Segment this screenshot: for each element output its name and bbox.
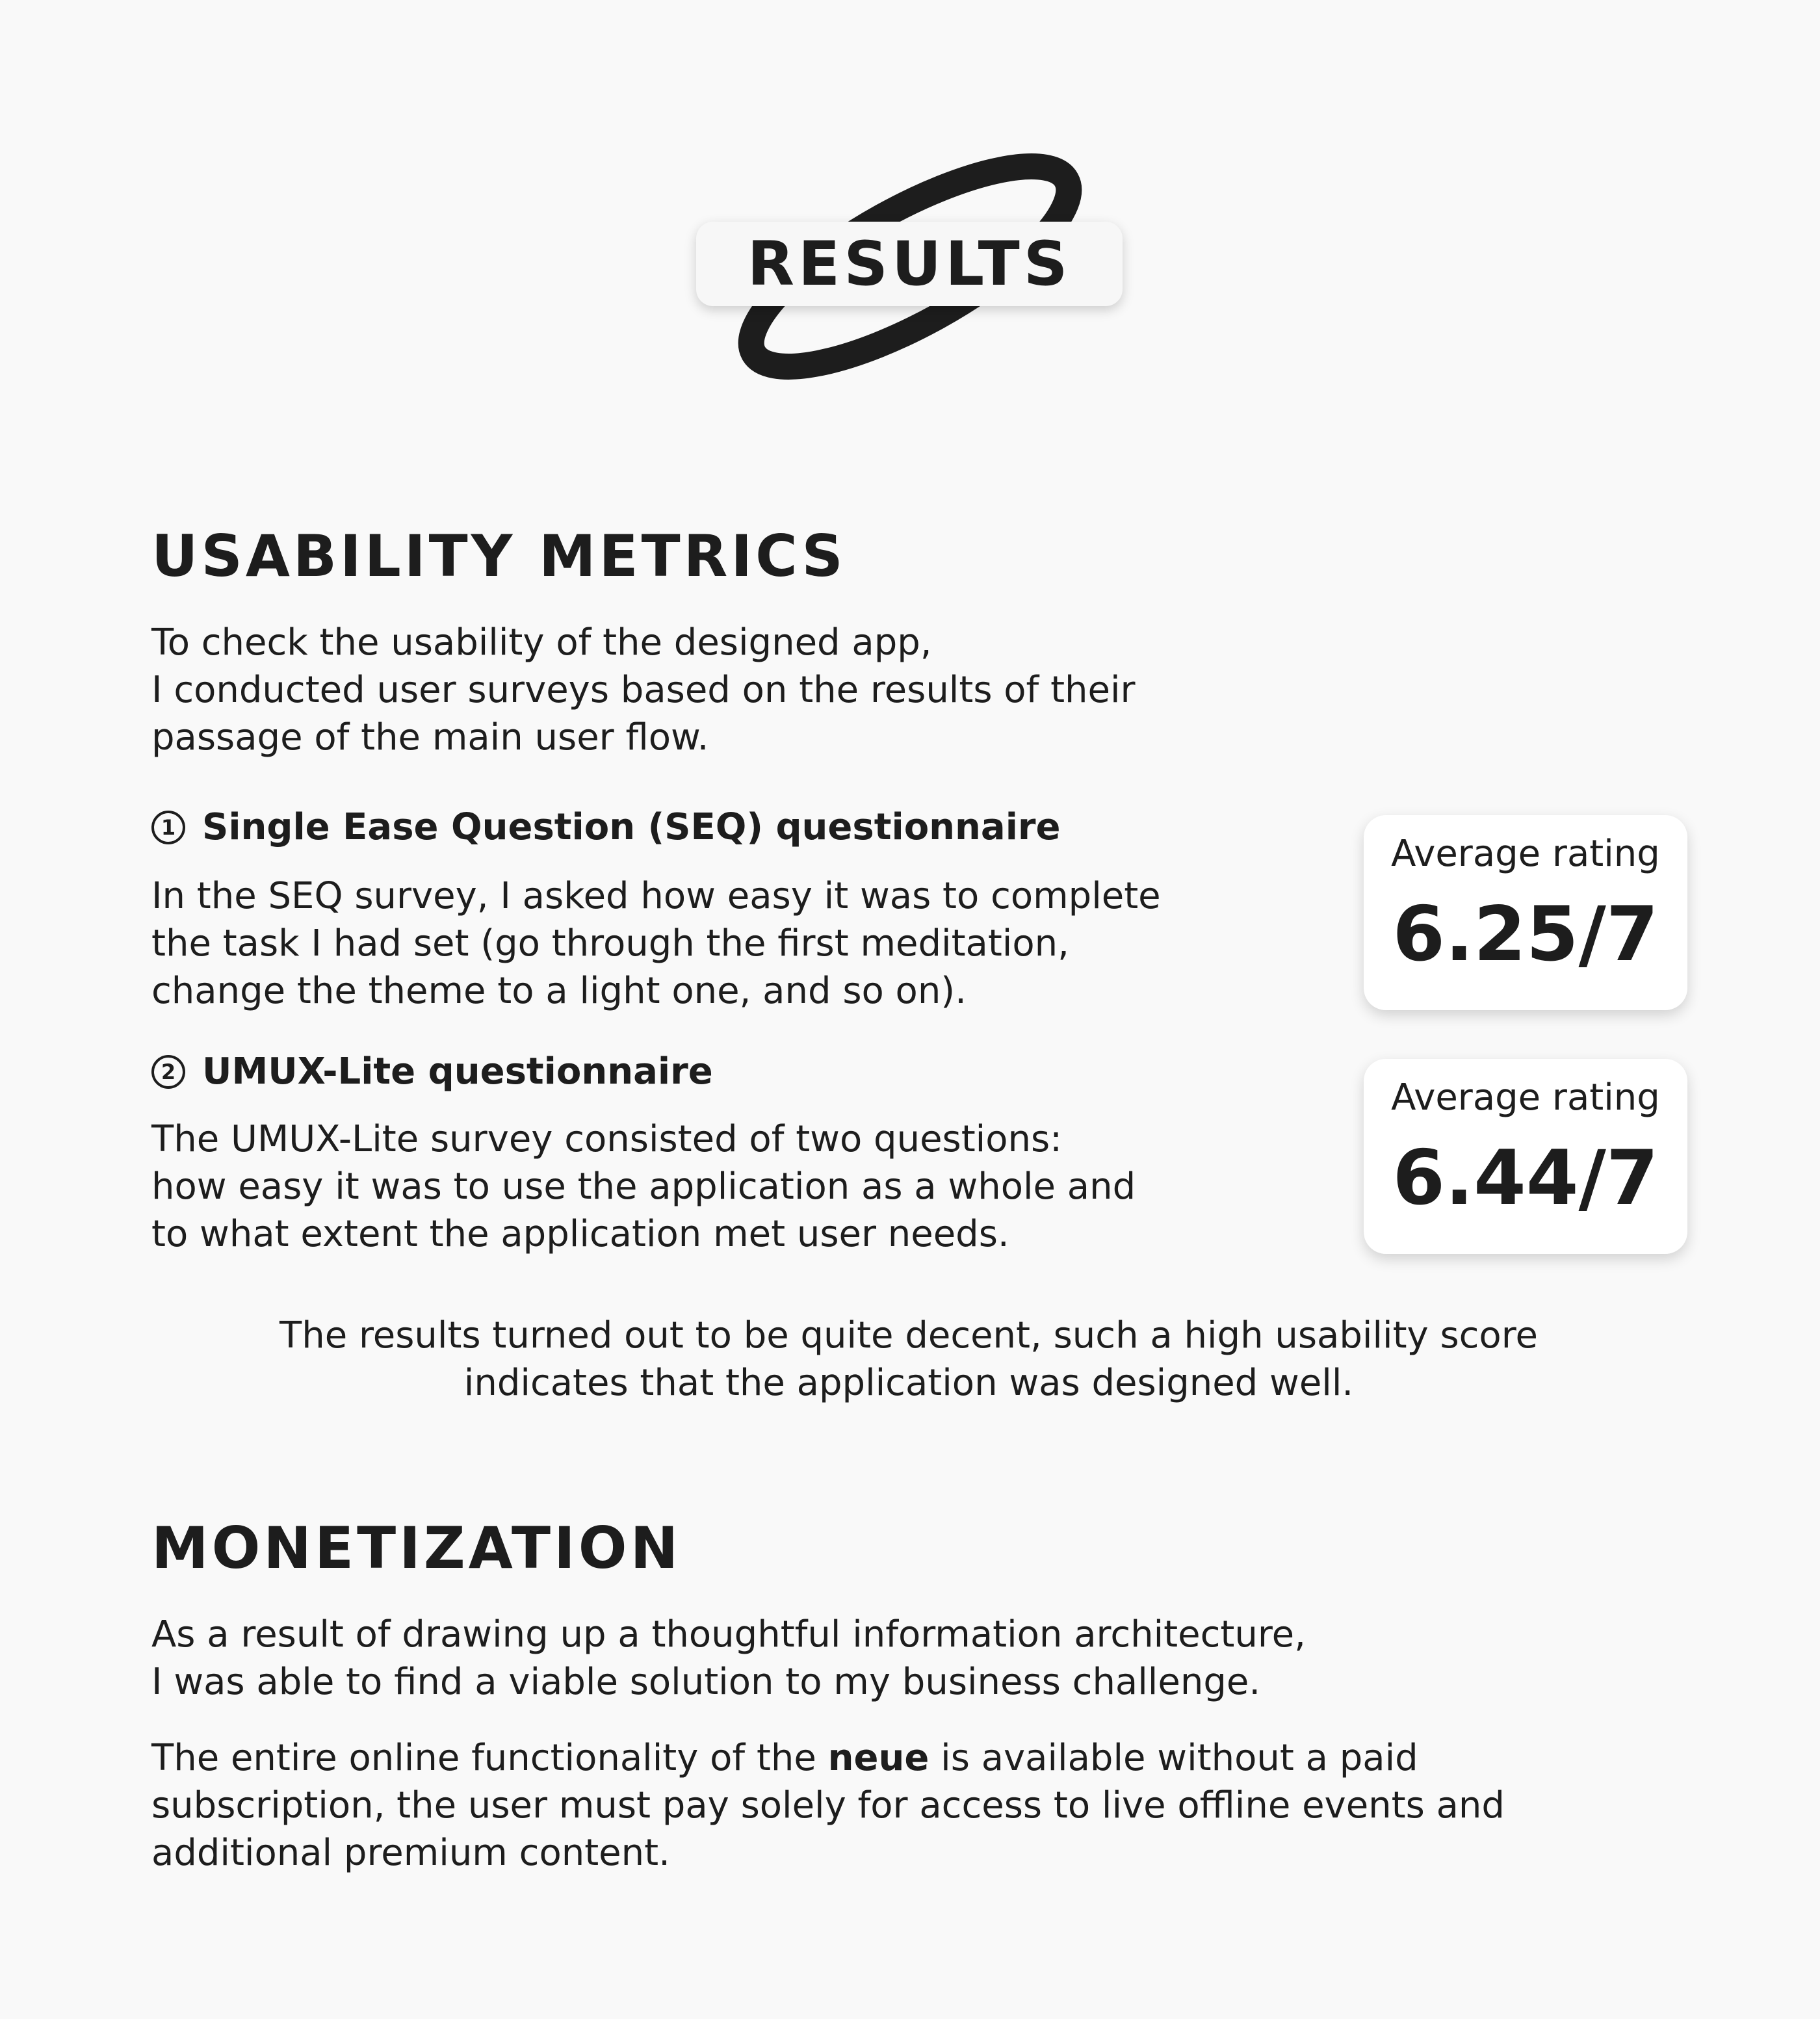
umux-description — [151, 1115, 1136, 1258]
usability-intro — [151, 619, 1136, 761]
monetization-paragraph-line: I was able to find a viable solution to my business challenge. — [151, 1661, 1261, 1703]
seq-description-line: the task I had set (go through the first meditation, — [151, 922, 1069, 965]
umux-description-line: how easy it was to use the application as a whole and — [151, 1166, 1136, 1208]
usability-intro-line: To check the usability of the designed app, — [151, 621, 932, 664]
number-two-badge: 2 — [151, 1055, 185, 1089]
monetization-paragraph-line: As a result of drawing up a thoughtful information architecture, — [151, 1613, 1306, 1656]
usability-conclusion — [151, 1312, 1666, 1407]
umux-rating-label: Average rating — [1391, 1076, 1660, 1119]
monetization-paragraph-line: additional premium content. — [151, 1832, 670, 1874]
usability-conclusion-line: The results turned out to be quite decent, such a high usability score — [280, 1314, 1538, 1357]
text-fragment: The entire online functionality of the — [151, 1737, 828, 1779]
umux-rating-card — [1364, 1059, 1687, 1254]
monetization-paragraph-line: subscription, the user must pay solely for access to live offline events and — [151, 1784, 1505, 1827]
results-title: RESULTS — [747, 228, 1072, 300]
seq-rating-label: Average rating — [1391, 833, 1660, 875]
usability-intro-line: I conducted user surveys based on the results of their — [151, 669, 1136, 711]
seq-rating-value: 6.25/7 — [1392, 891, 1659, 978]
seq-description-line: In the SEQ survey, I asked how easy it was to complete — [151, 875, 1161, 917]
monetization-paragraph-line — [151, 1734, 1505, 1782]
umux-description-line: The UMUX-Lite survey consisted of two questions: — [151, 1118, 1063, 1160]
seq-rating-card — [1364, 815, 1687, 1010]
seq-description — [151, 872, 1161, 1015]
monetization-heading: MONETIZATION — [151, 1515, 682, 1582]
umux-description-line: to what extent the application met user needs. — [151, 1213, 1009, 1255]
results-badge — [670, 130, 1150, 403]
umux-subheading — [151, 1049, 713, 1095]
seq-title: Single Ease Question (SEQ) questionnaire — [202, 806, 1061, 848]
seq-subheading — [151, 805, 1060, 850]
brand-name: neue — [827, 1737, 930, 1779]
umux-title: UMUX-Lite questionnaire — [202, 1050, 713, 1093]
text-fragment: is available without a paid — [929, 1737, 1418, 1779]
usability-intro-line: passage of the main user flow. — [151, 716, 709, 759]
monetization-paragraph-2 — [151, 1734, 1505, 1877]
umux-rating-value: 6.44/7 — [1392, 1134, 1659, 1222]
results-title-pill — [696, 222, 1123, 306]
monetization-paragraph-1 — [151, 1611, 1306, 1706]
seq-description-line: change the theme to a light one, and so on). — [151, 970, 967, 1012]
number-one-badge: 1 — [151, 811, 185, 844]
usability-conclusion-line: indicates that the application was designed well. — [463, 1362, 1354, 1404]
usability-metrics-heading: USABILITY METRICS — [151, 523, 846, 590]
